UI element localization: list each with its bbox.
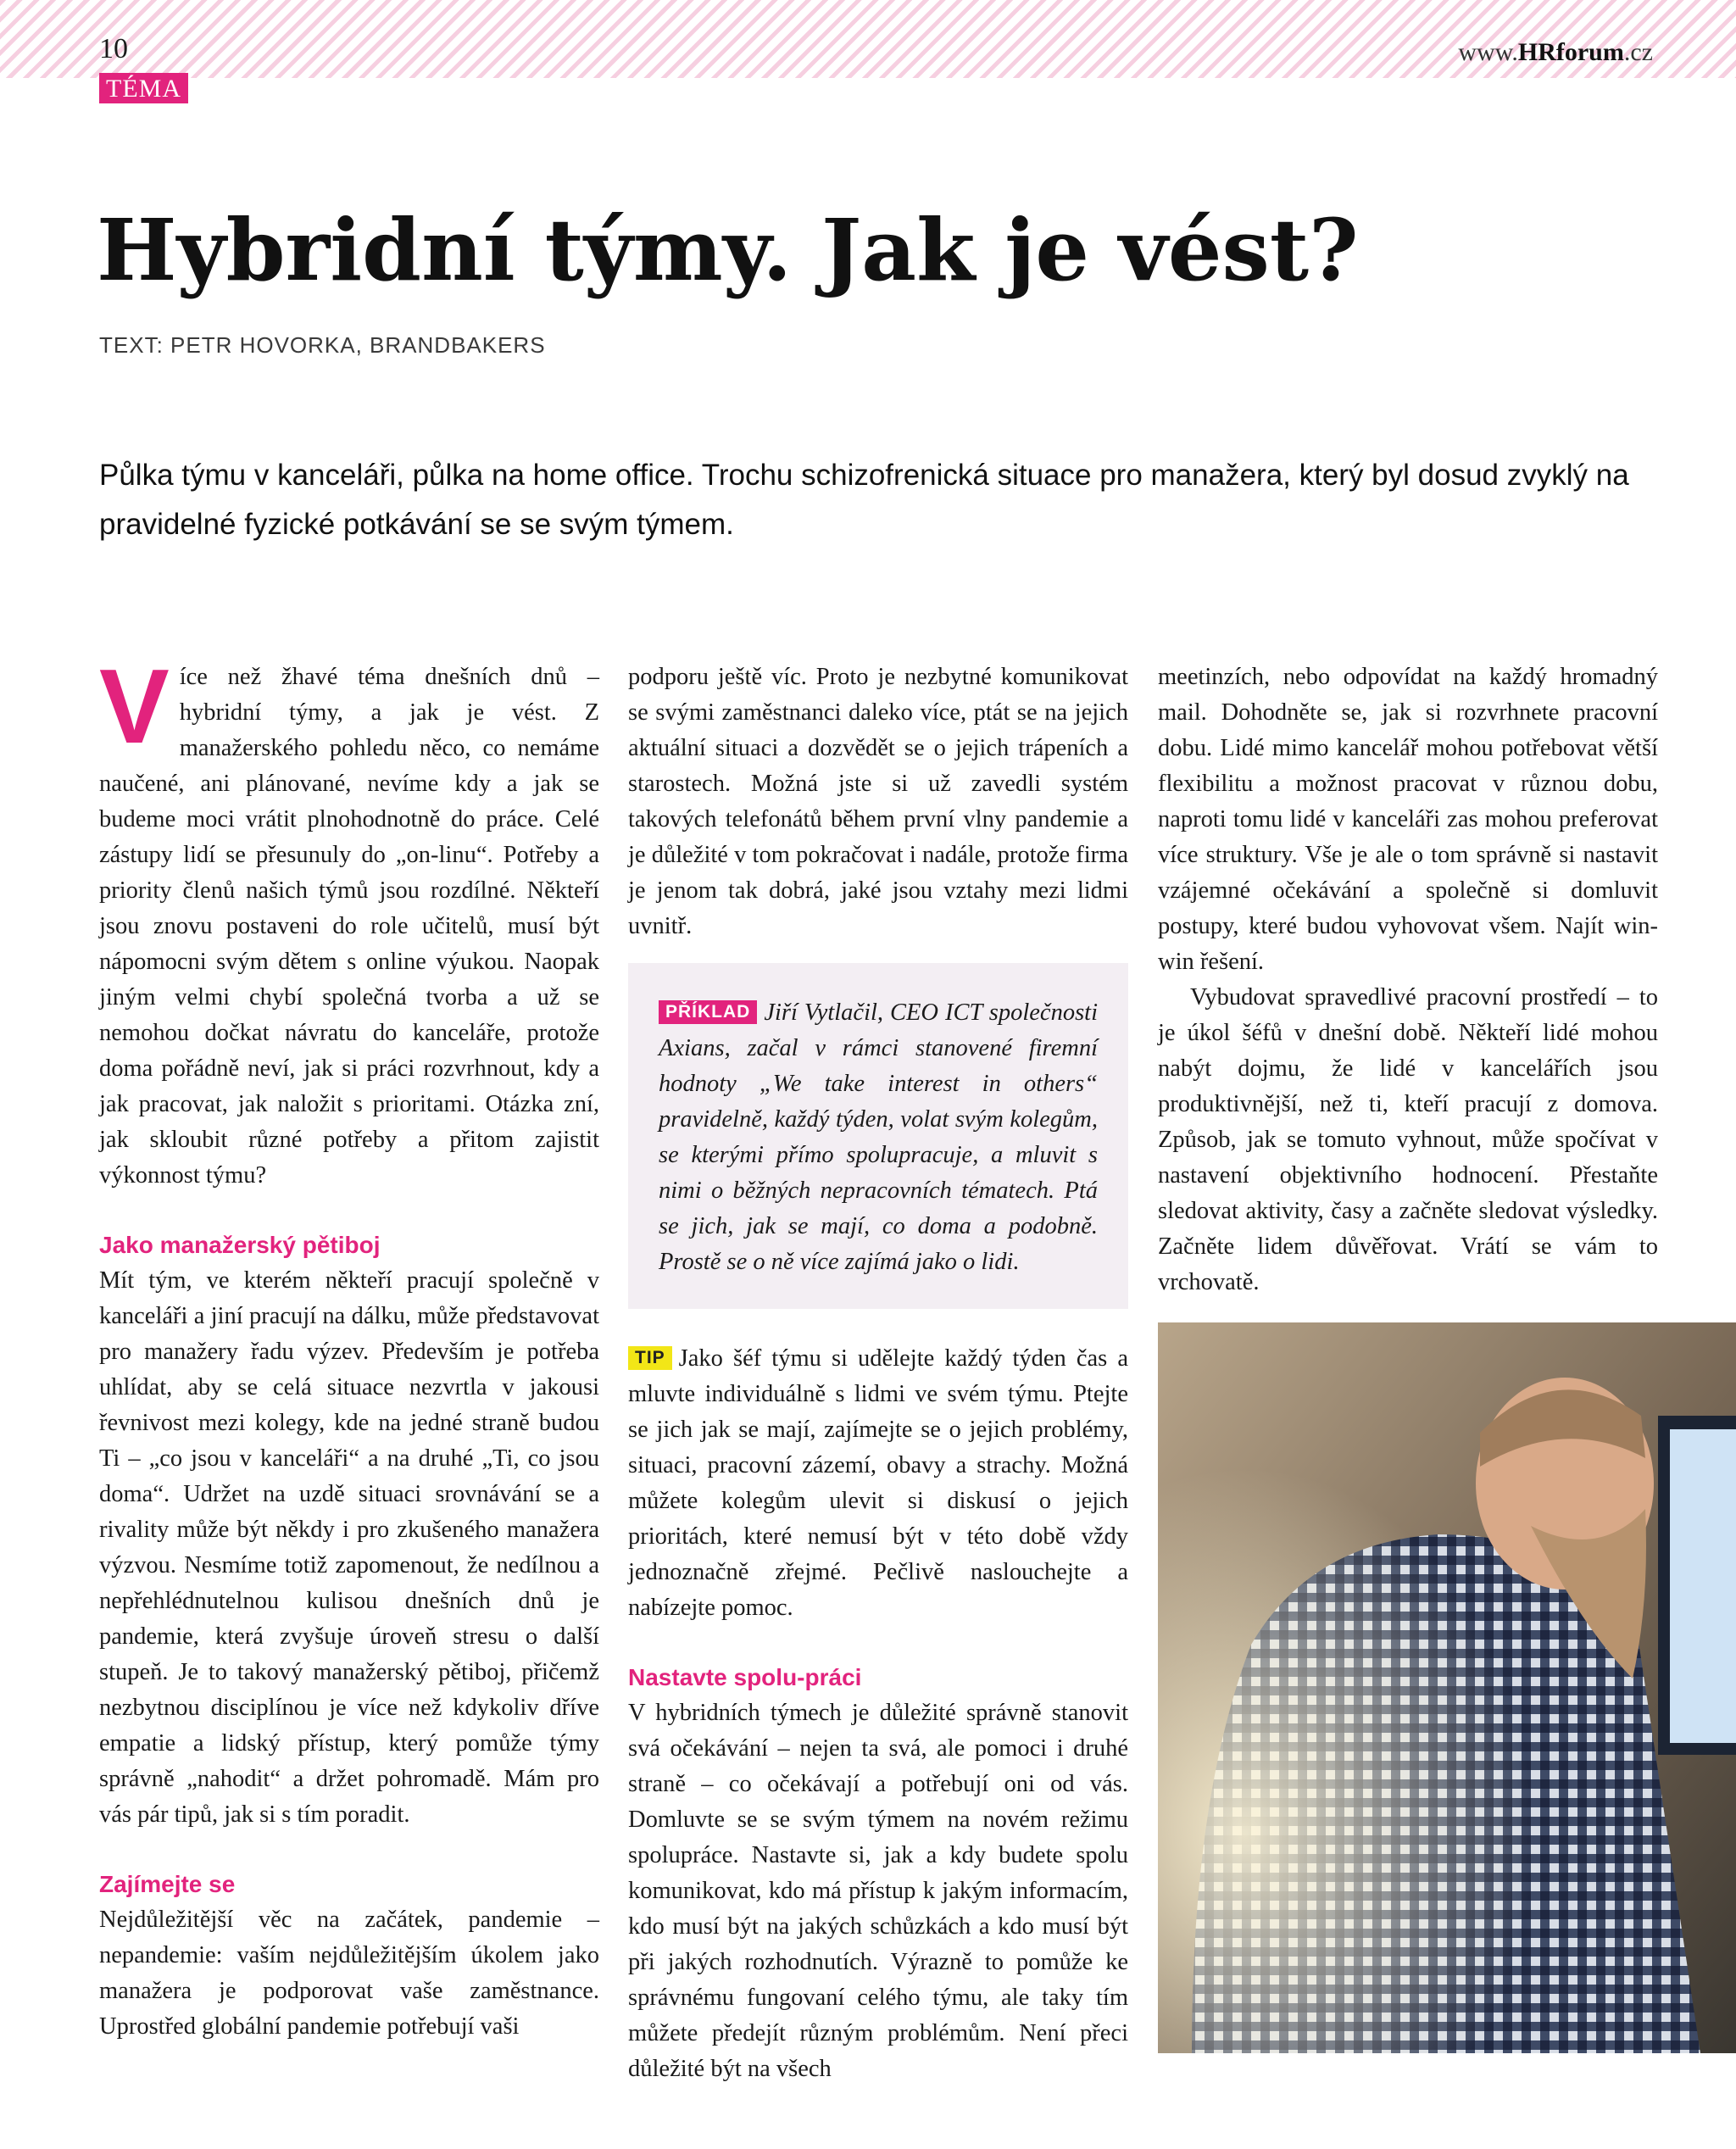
closing-paragraph: Vybudovat spravedlivé pracovní prostředí – to je úkol šéfů v dnešní době. Někteří lidé mohou nabýt dojmu, že lidé v kancelářích jsou produktivnější, než ti, kteří pracují z domova. Způsob, jak se tomuto vyhnout, může spočívat v nastavení objektivního hodnocení. Přestaňte sledovat aktivity, časy a začněte sledovat výsledky. Začněte lidem důvěřovat. Vrátí se vám to vrchovatě. <box>1158 984 1658 1295</box>
article-byline: TEXT: PETR HOVORKA, BRANDBAKERS <box>99 332 546 358</box>
example-text: Jiří Vytlačil, CEO ICT společnosti Axians, začal v rámci stanovené firemní hodnoty „We take interest in others“ pravidelně, každý týden, volat svým kolegům, se kterými přímo spolupracuje, a mluvit s nimi o běžných nepracovních tématech. Ptá se jich, jak se mají, co doma a podobně. Prostě se o ně více zajímá jako o lidi. <box>659 999 1098 1275</box>
section-zajimejte-text: Nejdůležitější věc na začátek, pandemie – nepandemie: vaším nejdůležitějším úkolem jako manažera je podporovat vaše zaměstnance. Uprostřed globální pandemie potřebují vaši <box>99 1907 599 2040</box>
site-url-brand: HRforum <box>1517 38 1624 66</box>
column-1 <box>99 649 599 2045</box>
section-petiboj-text: Mít tým, ve kterém někteří pracují společně v kanceláři a jiní pracují na dálku, může představovat pro manažery řadu výzev. Především je potřeba uhlídat, aby se celá situace nezvrtla v jakousi řevnivost mezi kolegy, kde na jedné straně budou Ti – „co jsou v kanceláři“ a na druhé „Ti, co jsou doma“. Udržet na uzdě situaci srovnávání se a rivality může být někdy i pro zkušeného manažera výzvou. Nesmíme totiž zapomenout, že nedílnou a nepřehlédnutelnou kulisou dnešních dnů je pandemie, která zvyšuje úroveň stresu o další stupeň. Je to takový manažerský pětiboj, přičemž nezbytnou disciplínou je více než kdykoliv dříve empatie a lidský přístup, který pomůže týmy správně „nahodit“ a držet pohromadě. Mám pro vás pár tipů, jak si s tím poradit. <box>99 1267 599 1828</box>
bearded-man-at-computer-photo <box>1158 1322 1736 2053</box>
section-spoluprace-text: V hybridních týmech je důležité správně stanovit svá očekávání – nejen ta svá, ale pomoci i druhé straně – co očekávají a potřebují oni od vás. Domluvte se se svým týmem na novém režimu spolupráce. Nastavte si, jak a kdy budete spolu komunikovat, kdo má přístup k jakým informacím, kdo musí být na jakých schůzkách a kdo musí být při jakých rozhodnutích. Výrazně to pomůže ke správnému fungovaní celého týmu, ale taky tím můžete předejít různým problémům. Není přeci důležité být na všech <box>628 1700 1128 2082</box>
tip-block <box>628 1341 1128 1626</box>
page-number: 10 <box>99 33 128 64</box>
intro-text: íce než žhavé téma dnešních dnů – hybridní týmy, a jak je vést. Z manažerského pohledu něco, co nemáme naučené, ani plánované, nevíme kdy a jak se budeme moci vrátit plnohodnotně do práce. Celé zástupy lidí se přesunuly do „on-linu“. Potřeby a priority členů našich týmů jsou rozdílné. Někteří jsou znovu postaveni do role učitelů, musí být nápomocni svým dětem s online výukou. Naopak jiným velmi chybí společná tvorba a už se nemohou dočkat návratu do kanceláře, protože doma pořádně neví, jak si práci rozvrhnout, kdy a jak pracovat, jak naložit s prioritami. Otázka zní, jak skloubit různé potřeby a přitom zajistit výkonnost týmu? <box>99 664 599 1189</box>
site-url-suffix: .cz <box>1623 38 1653 66</box>
section-zajimejte-continued: podporu ještě víc. Proto je nezbytné komunikovat se svými zaměstnanci daleko více, ptát se na jejich aktuální situaci a dozvědět se o jejich trápeních a starostech. Možná jste si už zavedli systém takových telefonátů během první vlny pandemie a je důležité v tom pokračovat i nadále, protože firma je jenom tak dobrá, jaké jsou vztahy mezi lidmi uvnitř. <box>628 664 1128 939</box>
article-title: Hybridní týmy. Jak je vést? <box>97 200 1359 300</box>
site-url-prefix: www. <box>1458 38 1518 66</box>
section-heading-petiboj: Jako manažerský pětiboj <box>99 1232 381 1258</box>
example-box <box>628 963 1128 1309</box>
column-3 <box>1158 660 1658 1300</box>
example-paragraph <box>659 995 1098 1280</box>
section-heading-zajimejte: Zajímejte se <box>99 1871 236 1897</box>
photo-illustration <box>1158 1322 1736 2053</box>
section-spoluprace-continued: meetinzích, nebo odpovídat na každý hromadný mail. Dohodněte se, jak si rozvrhnete pracovní dobu. Lidé mimo kancelář mohou potřebovat větší flexibilitu a možnost pracovat v různou dobu, naproti tomu lidé v kanceláři zas mohou preferovat více struktury. Vše je ale o tom správně si nastavit vzájemné očekávání a společně si domluvit postupy, které budou vyhovovat všem. Najít win-win řešení. <box>1158 664 1658 975</box>
article-lead: Půlka týmu v kanceláři, půlka na home office. Trochu schizofrenická situace pro manažera, který byl dosud zvyklý na pravidelné fyzické potkávání se se svým týmem. <box>99 459 1629 541</box>
column-2 <box>628 660 1128 2087</box>
section-tag: TÉMA <box>99 73 188 103</box>
intro-paragraph <box>99 649 599 1194</box>
section-heading-spoluprace: Nastavte spolu-práci <box>628 1664 862 1690</box>
tip-paragraph <box>628 1341 1128 1626</box>
drop-cap: V <box>99 649 170 766</box>
example-label: PŘÍKLAD <box>659 1000 757 1024</box>
site-url[interactable] <box>1458 37 1653 68</box>
tip-label: TIP <box>628 1346 672 1370</box>
tip-text: Jako šéf týmu si udělejte každý týden čas a mluvte individuálně s lidmi ve svém týmu. Ptejte se jich jak se mají, zajímejte se o jejich problémy, situaci, pracovní zázemí, obavy a strachy. Možná můžete kolegům ulevit si diskusí o jejich prioritách, které nemusí být v této době vždy jednoznačně zřejmé. Pečlivě naslouchejte a nabízejte pomoc. <box>628 1345 1128 1621</box>
